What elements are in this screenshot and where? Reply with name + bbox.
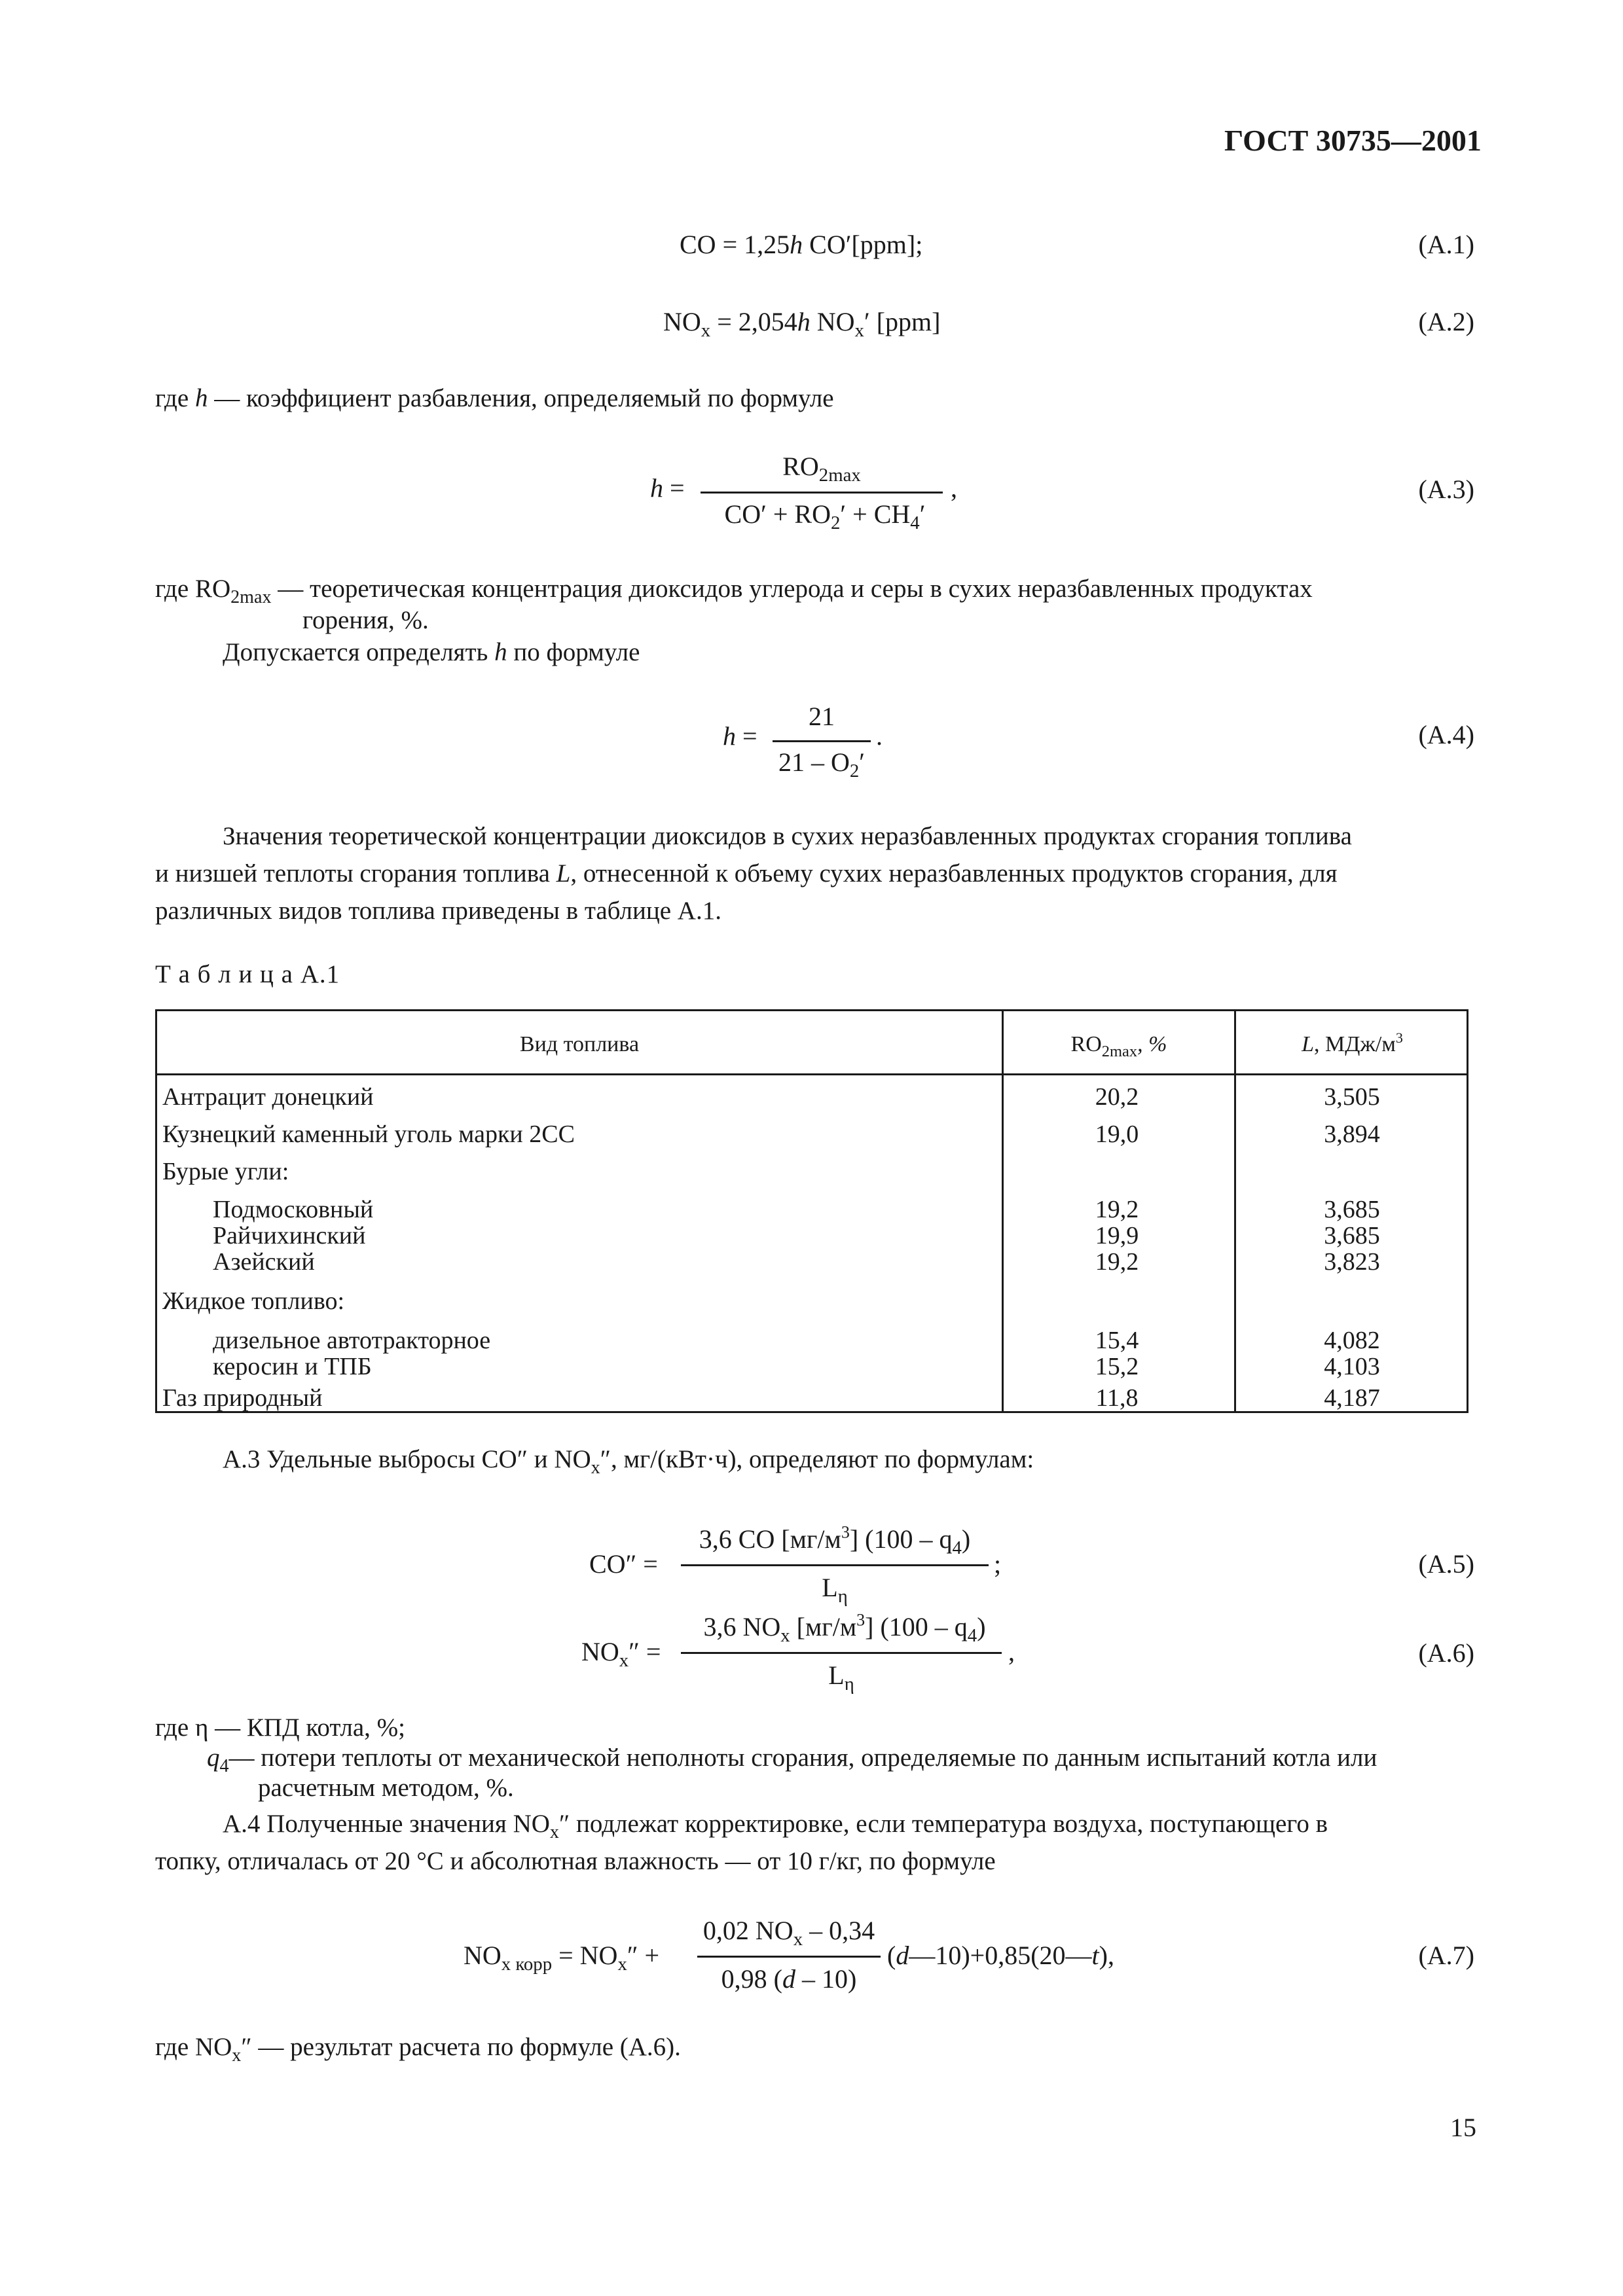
row-l: 3,505 [1324,1083,1380,1111]
section-a3-text: А.3 Удельные выбросы СО″ и $NO_x''$, мг/(кВт·ч), определяют по формулам: [223,1445,1034,1478]
formula-a6-comma: , [1008,1637,1015,1666]
row-fuel: Кузнецкий каменный уголь марки 2СС [162,1121,575,1148]
allow-text: Допускается определять h по формуле [223,638,640,666]
formula-a5-lhs: CO″ = [589,1549,658,1579]
formula-a4-numerator: 21 [809,702,835,731]
row-ro2max: 19,9 [1095,1222,1139,1249]
row-fuel: дизельное автотракторное [213,1327,491,1354]
row-ro2max: 19,0 [1095,1121,1139,1148]
formula-a5-numerator: 3,6 CO $[мг/м^3]$ $(100 - q_4)$ [699,1522,971,1559]
header-l: L, МДж/$м^3$ [1302,1029,1403,1056]
page-number: 15 [1450,2113,1476,2142]
where-nox-text: где $NO_x''$ — результат расчета по формуле (А.6). [155,2033,681,2066]
fuel-table [155,1009,1468,1413]
header-ro2max: $RO_{2max}$, % [1070,1032,1167,1060]
formula-a4-bar [773,740,871,742]
formula-a4-number: (A.4) [1418,720,1474,749]
formula-a3-number: (A.3) [1418,475,1474,504]
formula-a4-lhs: h = [723,721,757,751]
row-fuel: Газ природный [162,1384,323,1412]
formula-a7-bar [697,1956,881,1958]
table-col-divider-1 [1002,1011,1004,1411]
row-fuel: керосин и ТПБ [213,1353,372,1380]
where-q4-text: $q_4—$ потери теплоты от механической неполноты сгорания, определяемые по данным испытаний котла или [207,1744,1377,1776]
row-fuel: Жидкое топливо: [162,1287,345,1315]
row-fuel: Антрацит донецкий [162,1083,374,1111]
formula-a5-bar [681,1564,989,1566]
row-fuel: Райчихинский [213,1222,366,1249]
formula-a2: $NO_x = 2,054h$ $NO_x'$ [ppm] [663,307,941,342]
formula-a7-lhs: $NO_{x корр} = NO_x''$ + [464,1941,660,1975]
header-fuel: Вид топлива [519,1032,640,1056]
table-col-divider-2 [1234,1011,1236,1411]
formula-a5-denominator: $L_\eta$ [822,1573,848,1607]
formula-a3-lhs: h = [650,473,685,503]
row-l: 4,187 [1324,1384,1380,1412]
row-l: 4,082 [1324,1327,1380,1354]
formula-a6-lhs: $NO_x''$ = [581,1637,661,1672]
where-h-text: где h — коэффициент разбавления, определяемый по формуле [155,384,834,412]
formula-a3-bar [701,492,943,493]
row-ro2max: 19,2 [1095,1248,1139,1276]
row-l: 3,685 [1324,1222,1380,1249]
formula-a4-period: . [876,721,883,751]
document-standard-number: ГОСТ 30735—2001 [1224,124,1482,157]
where-q4-cont: расчетным методом, %. [258,1774,514,1802]
row-l: 3,685 [1324,1196,1380,1223]
formula-a7-tail: (d—10)+0,85(20—t), [887,1941,1114,1970]
row-ro2max: 15,2 [1095,1353,1139,1380]
row-fuel: Азейский [213,1248,315,1276]
row-l: 3,823 [1324,1248,1380,1276]
where-ro2max-cont: горения, %. [302,606,429,634]
formula-a4-denominator: $21 - O_2'$ [778,747,866,782]
row-l: 3,894 [1324,1121,1380,1148]
row-ro2max: 15,4 [1095,1327,1139,1354]
row-ro2max: 19,2 [1095,1196,1139,1223]
formula-a7-denominator: 0,98 (d – 10) [721,1964,857,1994]
formula-a7-numerator: 0,02 $NO_x - 0,34$ [702,1916,875,1950]
formula-a3-numerator: $RO_{2max}$ [782,452,861,486]
row-fuel: Подмосковный [213,1196,374,1223]
table-header-divider [157,1073,1467,1075]
row-l: 4,103 [1324,1353,1380,1380]
row-ro2max: 20,2 [1095,1083,1139,1111]
formula-a1: CO = 1,25h CO′[ppm]; [680,230,923,259]
formula-a1-number: (A.1) [1418,230,1474,259]
paragraph-values: Значения теоретической концентрации диоксидов в сухих неразбавленных продуктах сгорания топлива и низшей теплоты сгорания топлива L, отнесенной к объему сухих неразбавленных продуктов сгорания, для различных видов топлива приведены в таблице А.1. [155,822,1352,925]
where-eta-text: где η — КПД котла, %; [155,1713,406,1742]
section-a4-text: А.4 Полученные значения $NO_x''$ подлежат корректировке, если температура воздуха, поступающего в топку, отличалась от 20 °С и абсолютная влажность — от 10 г/кг, по формуле [155,1810,1328,1875]
table-caption: Т а б л и ц а А.1 [155,960,340,988]
formula-a6-bar [681,1652,1002,1654]
formula-a3-comma: , [951,473,957,503]
formula-a6-numerator: 3,6 $NO_x$ $[мг/м^3]$ $(100 - q_4)$ [703,1610,986,1647]
formula-a5-number: (A.5) [1418,1549,1474,1579]
formula-a6-denominator: $L_\eta$ [828,1660,854,1695]
formula-a5-semicolon: ; [994,1549,1002,1579]
formula-a7-number: (A.7) [1418,1941,1474,1970]
formula-a3-denominator: $CO' + RO_2' + CH_4'$ [724,499,926,534]
row-fuel: Бурые угли: [162,1158,289,1185]
where-ro2max-text: где $RO_{2max}$ — теоретическая концентрация диоксидов углерода и серы в сухих неразбавленных продуктах [155,575,1313,607]
formula-a6-number: (A.6) [1418,1638,1474,1668]
formula-a2-number: (A.2) [1418,307,1474,336]
row-ro2max: 11,8 [1095,1384,1139,1412]
